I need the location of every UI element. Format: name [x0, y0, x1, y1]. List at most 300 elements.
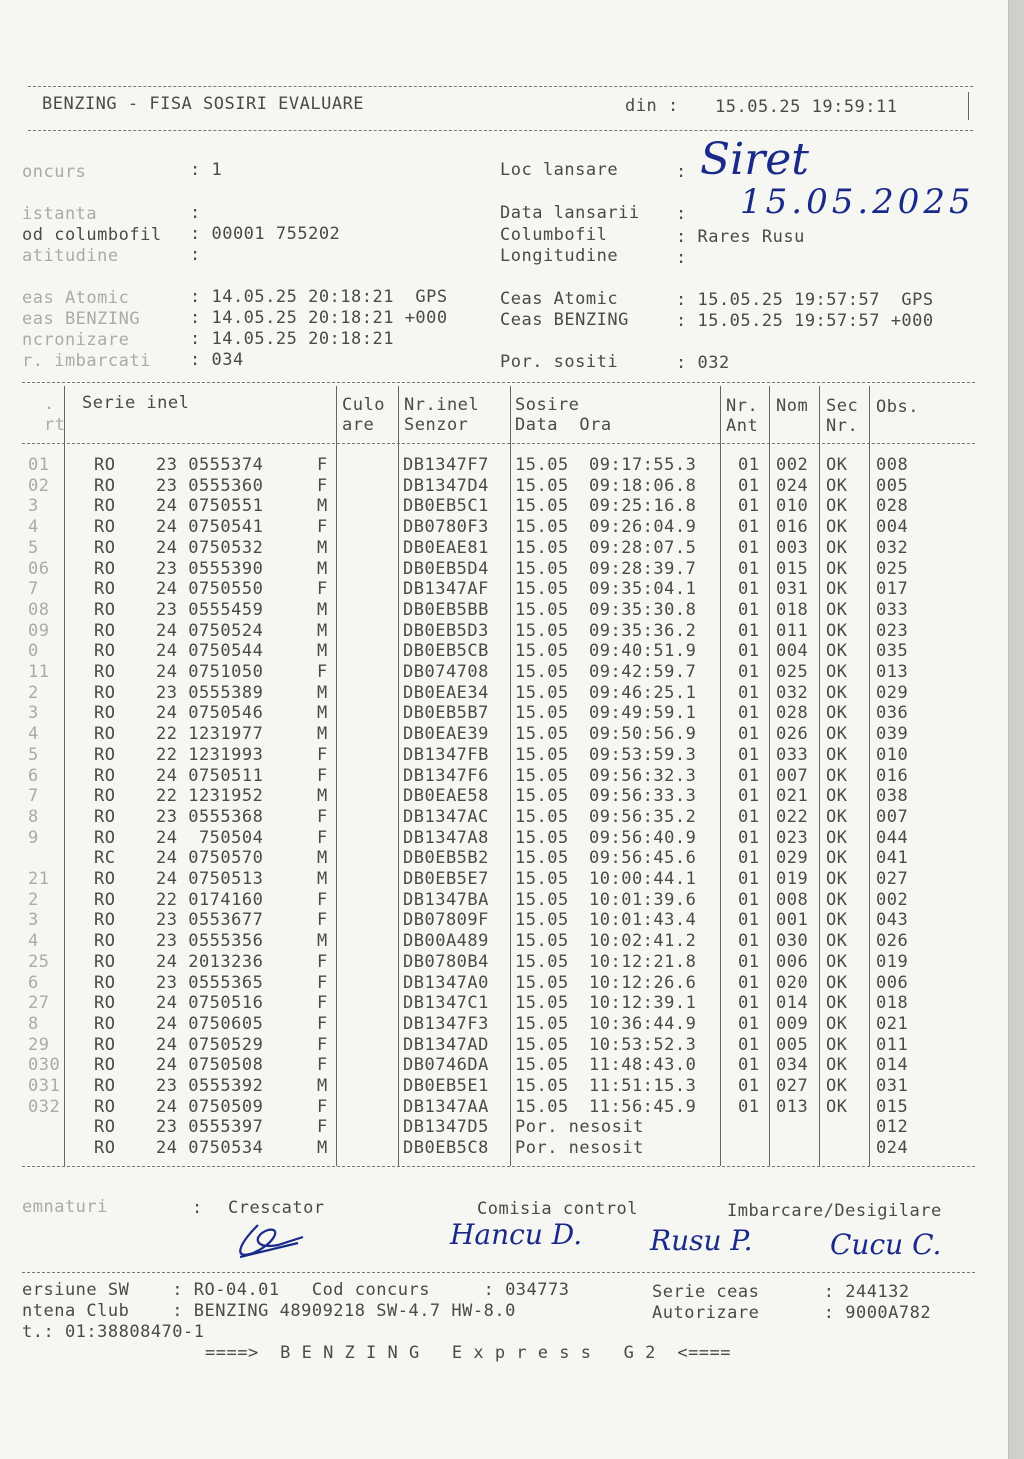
col-header-nrinel-bottom: Senzor — [404, 415, 469, 435]
row-sec: OK — [826, 1013, 848, 1034]
row-ant: 01 — [738, 620, 760, 641]
row-sex: M — [317, 537, 328, 558]
row-nr: 8 — [28, 1013, 39, 1034]
row-ring: 23 0555389 — [156, 682, 264, 703]
row-nom: 013 — [776, 1096, 809, 1117]
row-time: 09:35:36.2 — [589, 620, 697, 641]
row-time: 09:35:04.1 — [589, 579, 697, 600]
row-nom: 032 — [776, 682, 809, 703]
row-nr: 8 — [28, 806, 39, 827]
row-nom: 025 — [776, 662, 809, 682]
row-time: 10:02:41.2 — [589, 931, 697, 952]
info-label-distanta: istanta — [22, 204, 98, 224]
row-country: RO — [94, 599, 116, 620]
row-country: RC — [94, 848, 116, 869]
row-sex: F — [317, 993, 328, 1014]
row-sec: OK — [826, 599, 848, 620]
row-obs: 029 — [876, 682, 909, 703]
row-sex: F — [317, 475, 328, 496]
row-sex: F — [317, 1055, 328, 1076]
row-country: RO — [94, 951, 116, 972]
row-date: 15.05 — [515, 765, 569, 786]
row-ant: 01 — [738, 641, 760, 662]
row-sensor: DB1347F3 — [403, 1013, 489, 1034]
table-row — [0, 496, 1008, 516]
row-sex: M — [317, 869, 328, 889]
table-top-rule — [22, 382, 975, 383]
row-time: 09:56:45.6 — [589, 848, 697, 869]
row-nr: 29 — [28, 1034, 50, 1055]
row-sex: M — [317, 641, 328, 662]
clock-value-por-sositi: : 032 — [676, 353, 730, 373]
row-time: 11:56:45.9 — [589, 1096, 697, 1117]
row-country: RO — [94, 579, 116, 600]
table-row — [0, 703, 1008, 723]
info-value-latitudine: : — [190, 245, 201, 265]
din-label: din : — [625, 96, 679, 116]
row-date: 15.05 — [515, 641, 569, 662]
row-obs: 004 — [876, 517, 909, 538]
row-sex: M — [317, 931, 328, 952]
row-sensor: DB1347D5 — [403, 1117, 489, 1138]
row-nr: 3 — [28, 496, 39, 517]
table-row — [0, 890, 1008, 910]
col-header-culoare-bottom: are — [342, 415, 375, 435]
row-ant: 01 — [738, 931, 760, 952]
table-row — [0, 641, 1008, 661]
row-nr: 21 — [28, 869, 50, 889]
row-obs: 019 — [876, 951, 909, 972]
report-datetime: 15.05.25 19:59:11 — [715, 97, 898, 117]
row-ring: 24 0750605 — [156, 1013, 264, 1034]
row-sec: OK — [826, 537, 848, 558]
info-label-loc-lansare: Loc lansare — [500, 160, 619, 180]
row-nom: 021 — [776, 786, 809, 807]
row-date: 15.05 — [515, 951, 569, 972]
row-sensor: DB0EB5CB — [403, 641, 489, 662]
row-ring: 23 0555397 — [156, 1117, 264, 1138]
row-ring: 24 750504 — [156, 827, 264, 848]
info-label-concurs: oncurs — [22, 162, 87, 182]
signatures-colon: : — [192, 1198, 203, 1218]
row-obs: 012 — [876, 1117, 909, 1138]
row-time: 09:50:56.9 — [589, 724, 697, 745]
handwritten-second-signature: Rusu P. — [650, 1224, 753, 1257]
row-time: 10:01:43.4 — [589, 910, 697, 931]
row-sex: F — [317, 827, 328, 848]
row-time: 09:25:16.8 — [589, 496, 697, 517]
clock-label-ceas-benzing-left: eas BENZING — [22, 309, 141, 329]
row-obs: 017 — [876, 579, 909, 600]
info-label-cod-columbofil: od columbofil — [22, 225, 162, 245]
row-ring: 24 0750513 — [156, 869, 264, 889]
row-time: 09:46:25.1 — [589, 682, 697, 703]
row-sex: F — [317, 910, 328, 931]
row-obs: 036 — [876, 703, 909, 724]
row-sensor: DB1347A8 — [403, 827, 489, 848]
table-row — [0, 1035, 1008, 1055]
row-ring: 24 0750534 — [156, 1138, 264, 1159]
row-sensor: DB0EB5B2 — [403, 848, 489, 869]
row-sex: F — [317, 889, 328, 910]
row-country: RO — [94, 1076, 116, 1096]
row-nom: 022 — [776, 806, 809, 827]
row-sex: F — [317, 517, 328, 538]
row-nr: 9 — [28, 827, 39, 848]
row-nr: 11 — [28, 662, 50, 682]
row-ring: 23 0555365 — [156, 972, 264, 993]
row-date: 15.05 — [515, 1055, 569, 1076]
row-obs: 007 — [876, 806, 909, 827]
table-bottom-rule — [22, 1166, 975, 1167]
row-ant: 01 — [738, 972, 760, 993]
row-sensor: DB0EB5C8 — [403, 1138, 489, 1159]
col-header-sosire-top: Sosire — [515, 395, 580, 415]
row-sex: F — [317, 1096, 328, 1117]
row-obs: 021 — [876, 1013, 909, 1034]
row-sec: OK — [826, 455, 848, 475]
row-sensor: DB0EAE39 — [403, 724, 489, 745]
row-ring: 23 0555356 — [156, 931, 264, 952]
handwritten-comisia-signature: Hancu D. — [450, 1218, 583, 1251]
row-time: 09:26:04.9 — [589, 517, 697, 538]
row-obs: 002 — [876, 889, 909, 910]
table-row — [0, 683, 1008, 703]
row-sex: M — [317, 1076, 328, 1096]
row-ant: 01 — [738, 558, 760, 579]
row-time: 09:53:59.3 — [589, 744, 697, 765]
row-sec: OK — [826, 869, 848, 889]
table-row — [0, 1117, 1008, 1137]
row-nom: 015 — [776, 558, 809, 579]
row-sensor: DB0780F3 — [403, 517, 489, 538]
table-row — [0, 848, 1008, 868]
row-nom: 008 — [776, 889, 809, 910]
row-ring: 24 0750516 — [156, 993, 264, 1014]
row-date: 15.05 — [515, 744, 569, 765]
row-ring: 24 0750524 — [156, 620, 264, 641]
row-ant: 01 — [738, 724, 760, 745]
row-ring: 24 0750544 — [156, 641, 264, 662]
row-sensor: DB0EB5E7 — [403, 869, 489, 889]
row-country: RO — [94, 993, 116, 1014]
row-sex: M — [317, 599, 328, 620]
row-obs: 026 — [876, 931, 909, 952]
row-sensor: DB0746DA — [403, 1055, 489, 1076]
row-country: RO — [94, 889, 116, 910]
row-nom: 016 — [776, 517, 809, 538]
row-sec: OK — [826, 517, 848, 538]
table-row — [0, 662, 1008, 682]
row-time: 09:18:06.8 — [589, 475, 697, 496]
row-country: RO — [94, 1096, 116, 1117]
row-nr: 4 — [28, 931, 39, 952]
handwritten-data-lansarii: 15.05.2025 — [740, 182, 975, 222]
row-obs: 039 — [876, 724, 909, 745]
row-date: 15.05 — [515, 682, 569, 703]
row-sex: F — [317, 1034, 328, 1055]
row-nom: 028 — [776, 703, 809, 724]
row-sensor: DB1347C1 — [403, 993, 489, 1014]
table-row — [0, 828, 1008, 848]
row-ant: 01 — [738, 1076, 760, 1096]
row-date: 15.05 — [515, 724, 569, 745]
row-sex: F — [317, 662, 328, 682]
table-row — [0, 455, 1008, 475]
row-obs: 014 — [876, 1055, 909, 1076]
table-row — [0, 807, 1008, 827]
info-value-data-lansarii: : — [676, 204, 687, 224]
table-row — [0, 869, 1008, 889]
row-nom: 010 — [776, 496, 809, 517]
col-header-obs: Obs. — [876, 397, 919, 417]
clock-label-ceas-atomic-left: eas Atomic — [22, 288, 130, 308]
row-nom: 011 — [776, 620, 809, 641]
table-row — [0, 745, 1008, 765]
row-ant: 01 — [738, 579, 760, 600]
row-ant: 01 — [738, 662, 760, 682]
row-country: RO — [94, 1117, 116, 1138]
row-country: RO — [94, 910, 116, 931]
row-date: 15.05 — [515, 869, 569, 889]
row-date: 15.05 — [515, 910, 569, 931]
row-nr: 09 — [28, 620, 50, 641]
row-nom: 030 — [776, 931, 809, 952]
row-date: 15.05 — [515, 827, 569, 848]
row-nom: 031 — [776, 579, 809, 600]
row-nr: 7 — [28, 579, 39, 600]
row-ant: 01 — [738, 599, 760, 620]
row-date: 15.05 — [515, 662, 569, 682]
row-sex: M — [317, 558, 328, 579]
row-ring: 23 0555360 — [156, 475, 264, 496]
row-ring: 24 0750541 — [156, 517, 264, 538]
row-country: RO — [94, 455, 116, 475]
row-nom: 004 — [776, 641, 809, 662]
table-row — [0, 517, 1008, 537]
row-sex: M — [317, 848, 328, 869]
header-bottom-rule — [28, 130, 973, 131]
row-sensor: DB074708 — [403, 662, 489, 682]
row-date: 15.05 — [515, 1034, 569, 1055]
col-header-nom: Nom — [776, 396, 809, 416]
row-date: 15.05 — [515, 599, 569, 620]
row-country: RO — [94, 641, 116, 662]
row-ant: 01 — [738, 475, 760, 496]
row-country: RO — [94, 972, 116, 993]
footer-line1-right: Serie ceas : 244132 — [652, 1282, 910, 1302]
row-ant: 01 — [738, 537, 760, 558]
row-sensor: DB0EB5D4 — [403, 558, 489, 579]
row-date: 15.05 — [515, 931, 569, 952]
table-row — [0, 931, 1008, 951]
row-obs: 013 — [876, 662, 909, 682]
table-row — [0, 538, 1008, 558]
table-header-rule — [22, 443, 975, 444]
table-row — [0, 1076, 1008, 1096]
clock-value-ceas-benzing-right: : 15.05.25 19:57:57 +000 — [676, 311, 934, 331]
header-top-rule — [28, 86, 973, 87]
row-nom: 014 — [776, 993, 809, 1014]
footer-brand: ====> B E N Z I N G E x p r e s s G 2 <==== — [205, 1343, 732, 1363]
footer-top-rule — [22, 1272, 975, 1273]
signatures-label: emnaturi — [22, 1197, 108, 1217]
row-country: RO — [94, 1034, 116, 1055]
row-ant: 01 — [738, 910, 760, 931]
row-sensor: DB1347AD — [403, 1034, 489, 1055]
footer-line3: t.: 01:38808470-1 — [22, 1322, 205, 1342]
row-obs: 023 — [876, 620, 909, 641]
row-ring: 22 1231977 — [156, 724, 264, 745]
row-time: 09:56:40.9 — [589, 827, 697, 848]
row-sex: M — [317, 703, 328, 724]
info-value-columbofil: : Rares Rusu — [676, 227, 805, 247]
row-nom: 005 — [776, 1034, 809, 1055]
col-header-nr-top: . — [44, 394, 55, 414]
row-obs: 015 — [876, 1096, 909, 1117]
table-row — [0, 952, 1008, 972]
row-country: RO — [94, 517, 116, 538]
row-ant: 01 — [738, 786, 760, 807]
row-nr: 25 — [28, 951, 50, 972]
row-ant: 01 — [738, 765, 760, 786]
row-ant: 01 — [738, 682, 760, 703]
row-sec: OK — [826, 889, 848, 910]
row-time: 09:17:55.3 — [589, 455, 697, 475]
col-header-nrinel-top: Nr.inel — [404, 395, 480, 415]
col-header-sosire-bottom: Data Ora — [515, 415, 612, 435]
row-nom: 023 — [776, 827, 809, 848]
row-date: 15.05 — [515, 517, 569, 538]
row-sec: OK — [826, 744, 848, 765]
row-nr: 7 — [28, 786, 39, 807]
row-sensor: DB1347BA — [403, 889, 489, 910]
row-sensor: DB0EB5E1 — [403, 1076, 489, 1096]
row-country: RO — [94, 1013, 116, 1034]
info-value-loc-lansare: : — [676, 162, 687, 182]
row-date: 15.05 — [515, 455, 569, 475]
row-sex: M — [317, 1138, 328, 1159]
row-obs: 008 — [876, 455, 909, 475]
row-sensor: DB0EB5D3 — [403, 620, 489, 641]
row-sec: OK — [826, 786, 848, 807]
row-date: 15.05 — [515, 786, 569, 807]
row-date: 15.05 — [515, 1076, 569, 1096]
row-nr: 4 — [28, 517, 39, 538]
row-obs: 025 — [876, 558, 909, 579]
row-ant: 01 — [738, 1096, 760, 1117]
table-row — [0, 1055, 1008, 1075]
row-obs: 035 — [876, 641, 909, 662]
row-sensor: DB1347AF — [403, 579, 489, 600]
row-sec: OK — [826, 931, 848, 952]
row-sec: OK — [826, 765, 848, 786]
row-ant: 01 — [738, 848, 760, 869]
row-sec: OK — [826, 848, 848, 869]
row-nr: 2 — [28, 682, 39, 703]
row-sex: M — [317, 620, 328, 641]
clock-value-sincronizare: : 14.05.25 20:18:21 — [190, 329, 394, 349]
row-nr: 031 — [28, 1076, 61, 1096]
row-sensor: DB1347F6 — [403, 765, 489, 786]
row-obs: 011 — [876, 1034, 909, 1055]
row-nr: 08 — [28, 599, 50, 620]
row-nr: 2 — [28, 889, 39, 910]
row-sensor: DB0780B4 — [403, 951, 489, 972]
row-ring: 24 0750508 — [156, 1055, 264, 1076]
row-country: RO — [94, 1138, 116, 1159]
row-ring: 23 0553677 — [156, 910, 264, 931]
row-time: 09:56:35.2 — [589, 806, 697, 827]
row-country: RO — [94, 496, 116, 517]
row-time: 10:12:39.1 — [589, 993, 697, 1014]
row-sensor: DB0EAE81 — [403, 537, 489, 558]
info-value-concurs: : 1 — [190, 160, 223, 180]
table-row — [0, 1138, 1008, 1158]
table-row — [0, 910, 1008, 930]
row-time: 09:28:39.7 — [589, 558, 697, 579]
row-date: Por. nesosit — [515, 1138, 644, 1159]
row-sensor: DB0EAE58 — [403, 786, 489, 807]
row-ant: 01 — [738, 993, 760, 1014]
row-nr: 06 — [28, 558, 50, 579]
table-row — [0, 600, 1008, 620]
row-time: 09:35:30.8 — [589, 599, 697, 620]
row-ring: 23 0555368 — [156, 806, 264, 827]
info-value-cod-columbofil: : 00001 755202 — [190, 224, 341, 244]
table-row — [0, 476, 1008, 496]
row-nom: 003 — [776, 537, 809, 558]
row-time: 09:42:59.7 — [589, 662, 697, 682]
row-sex: F — [317, 1117, 328, 1138]
row-obs: 028 — [876, 496, 909, 517]
row-nom: 024 — [776, 475, 809, 496]
row-date: 15.05 — [515, 889, 569, 910]
row-nom: 007 — [776, 765, 809, 786]
row-sensor: DB1347AA — [403, 1096, 489, 1117]
row-date: 15.05 — [515, 475, 569, 496]
row-nr: 3 — [28, 703, 39, 724]
table-row — [0, 786, 1008, 806]
row-obs: 033 — [876, 599, 909, 620]
row-time: 09:40:51.9 — [589, 641, 697, 662]
col-header-nrant-top: Nr. — [726, 396, 759, 416]
row-nom: 026 — [776, 724, 809, 745]
row-sec: OK — [826, 620, 848, 641]
row-time: 09:28:07.5 — [589, 537, 697, 558]
row-sec: OK — [826, 724, 848, 745]
table-row — [0, 993, 1008, 1013]
row-sex: F — [317, 972, 328, 993]
info-label-latitudine: atitudine — [22, 246, 119, 266]
row-country: RO — [94, 620, 116, 641]
row-obs: 044 — [876, 827, 909, 848]
row-sex: M — [317, 724, 328, 745]
row-time: 10:12:21.8 — [589, 951, 697, 972]
row-nom: 006 — [776, 951, 809, 972]
row-ring: 24 0750529 — [156, 1034, 264, 1055]
row-ring: 24 0750532 — [156, 537, 264, 558]
row-ant: 01 — [738, 827, 760, 848]
clock-value-ceas-atomic-right: : 15.05.25 19:57:57 GPS — [676, 290, 934, 310]
row-sec: OK — [826, 951, 848, 972]
clock-label-imbarcati: r. imbarcati — [22, 351, 151, 371]
row-sec: OK — [826, 558, 848, 579]
row-country: RO — [94, 662, 116, 682]
row-ring: 23 0555374 — [156, 455, 264, 475]
row-country: RO — [94, 786, 116, 807]
clock-label-sincronizare: ncronizare — [22, 330, 130, 350]
